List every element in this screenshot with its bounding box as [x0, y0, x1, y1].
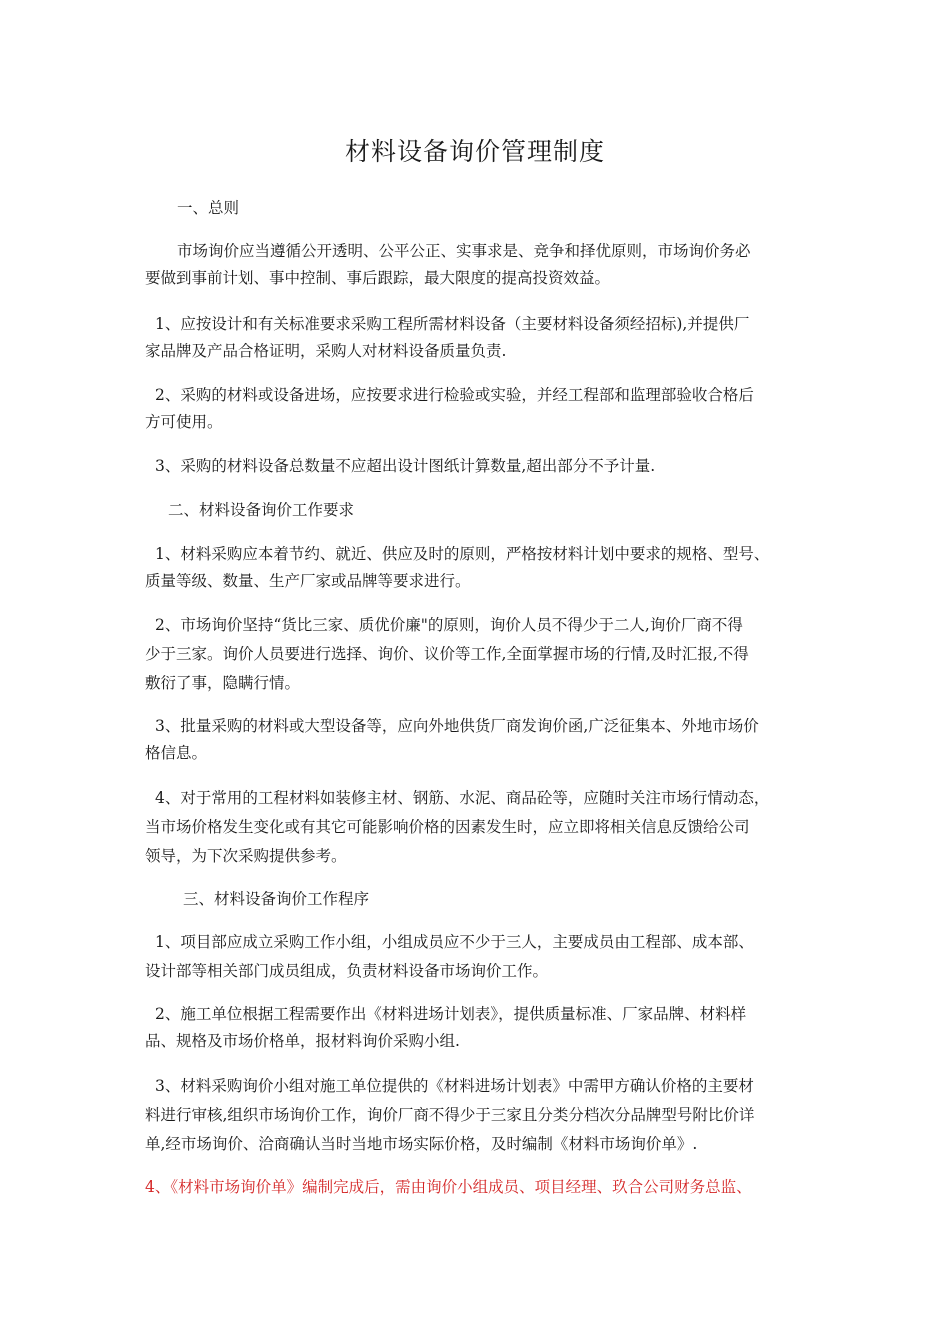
paragraph-line: 品、规格及市场价格单，报材料询价采购小组.: [145, 1032, 460, 1050]
paragraph-line: 设计部等相关部门成员组成，负责材料设备市场询价工作。: [145, 962, 549, 980]
section-heading-procedure: 三、材料设备询价工作程序: [183, 890, 370, 908]
paragraph-line: 方可使用。: [145, 413, 223, 431]
section-heading-general: 一、总则: [177, 199, 240, 217]
paragraph-line: 市场询价应当遵循公开透明、公平公正、实事求是、竞争和择优原则，市场询价务必: [177, 242, 751, 260]
paragraph-line: 少于三家。询价人员要进行选择、询价、议价等工作,全面掌握市场的行情,及时汇报,不得: [145, 645, 749, 663]
paragraph-line: 领导，为下次采购提供参考。: [145, 847, 347, 865]
paragraph-line: 单,经市场询价、洽商确认当时当地市场实际价格，及时编制《材料市场询价单》.: [145, 1135, 698, 1153]
paragraph-line: 质量等级、数量、生产厂家或品牌等要求进行。: [145, 572, 471, 590]
highlighted-paragraph-line: 4、《材料市场询价单》编制完成后，需由询价小组成员、项目经理、玖合公司财务总监、: [145, 1178, 752, 1196]
paragraph-line: 3、批量采购的材料或大型设备等，应向外地供货厂商发询价函,广泛征集本、外地市场价: [155, 717, 759, 735]
paragraph-line: 1、项目部应成立采购工作小组，小组成员应不少于三人，主要成员由工程部、成本部、: [155, 933, 754, 951]
paragraph-line: 格信息。: [145, 744, 208, 762]
paragraph-line: 要做到事前计划、事中控制、事后跟踪，最大限度的提高投资效益。: [145, 269, 611, 287]
paragraph-line: 家品牌及产品合格证明，采购人对材料设备质量负责.: [145, 342, 507, 360]
paragraph-line: 3、采购的材料设备总数量不应超出设计图纸计算数量,超出部分不予计量.: [155, 457, 656, 475]
paragraph-line: 1、材料采购应本着节约、就近、供应及时的原则，严格按材料计划中要求的规格、型号、: [155, 545, 770, 563]
paragraph-line: 当市场价格发生变化或有其它可能影响价格的因素发生时，应立即将相关信息反馈给公司: [145, 818, 750, 836]
paragraph-line: 料进行审核,组织市场询价工作，询价厂商不得少于三家且分类分档次分品牌型号附比价详: [145, 1106, 755, 1124]
paragraph-line: 敷衍了事，隐瞒行情。: [145, 674, 301, 692]
paragraph-line: 2、施工单位根据工程需要作出《材料进场计划表》，提供质量标准、厂家品牌、材料样: [155, 1005, 747, 1023]
paragraph-line: 3、材料采购询价小组对施工单位提供的《材料进场计划表》中需甲方确认价格的主要材: [155, 1077, 754, 1095]
document-title: 材料设备询价管理制度: [344, 137, 605, 166]
section-heading-requirements: 二、材料设备询价工作要求: [168, 501, 355, 519]
paragraph-line: 2、采购的材料或设备进场，应按要求进行检验或实验，并经工程部和监理部验收合格后: [155, 386, 754, 404]
paragraph-line: 2、市场询价坚持“货比三家、质优价廉"的原则，询价人员不得少于二人,询价厂商不得: [155, 616, 743, 634]
paragraph-line: 4、对于常用的工程材料如装修主材、钢筋、水泥、商品砼等，应随时关注市场行情动态，: [155, 789, 770, 807]
paragraph-line: 1、应按设计和有关标准要求采购工程所需材料设备（主要材料设备须经招标),并提供厂: [155, 315, 750, 333]
